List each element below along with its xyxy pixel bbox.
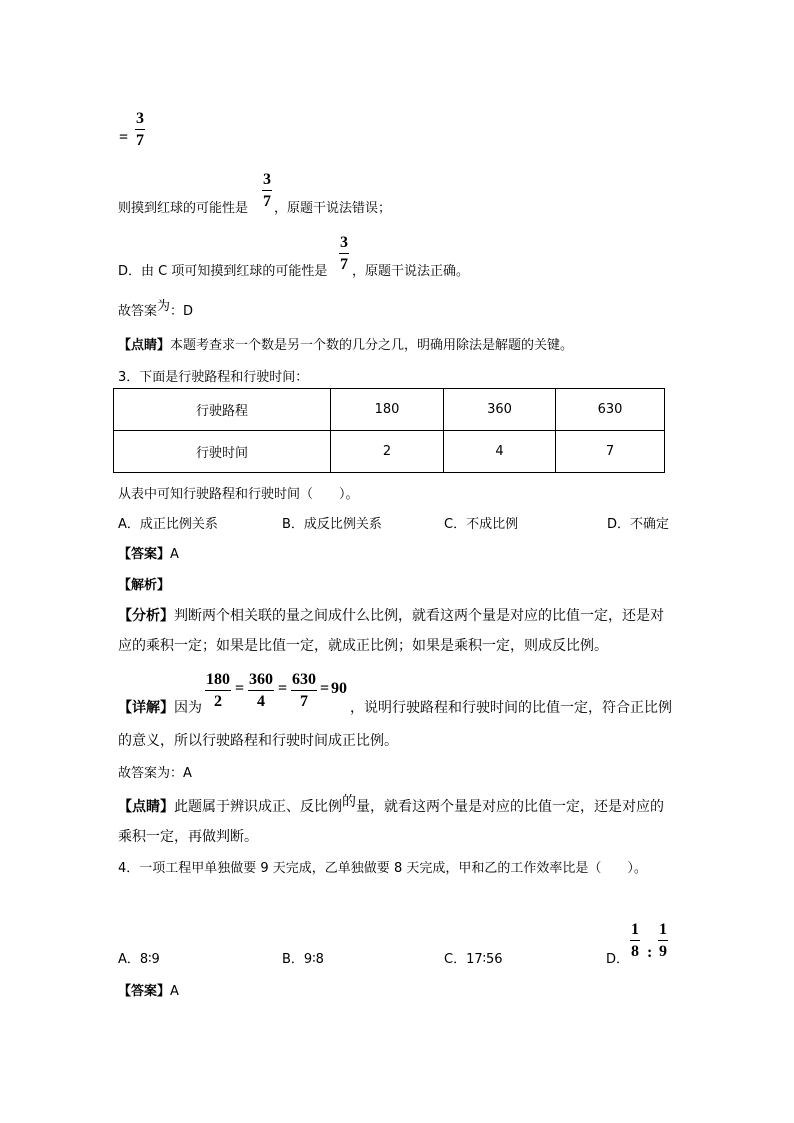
fraction-option-d — [339, 235, 349, 273]
fraction-630-7 — [291, 672, 317, 710]
answer-line — [118, 300, 193, 319]
detail-tag: 【详解】 — [118, 700, 174, 716]
detail-line-1-prefix — [118, 697, 202, 717]
point-tag: 【点睛】 — [118, 799, 174, 815]
fraction-one-ninth — [658, 922, 668, 960]
q4-option-d-label: D． — [606, 952, 630, 967]
red-ball-line-prefix: 则摸到红球的可能性是 — [118, 201, 249, 216]
q3-final-answer: 故答案为：A — [118, 766, 192, 781]
point-text-de: 的 — [342, 794, 356, 810]
fenxi-text-1: 判断两个相关联的量之间成什么比例，就看这两个量是对应的比值一定，还是对 — [174, 608, 664, 624]
q3-point-line-2: 乘积一定，再做判断。 — [118, 829, 258, 845]
fraction-360-4 — [248, 672, 274, 710]
red-ball-line — [118, 197, 248, 216]
detail-because: 因为 — [174, 700, 202, 716]
answer-tag: 【答案】 — [118, 547, 171, 562]
fraction-180-2 — [205, 672, 231, 710]
equals-sign: = — [235, 680, 245, 697]
q4-answer-line — [118, 980, 179, 999]
analysis-tag: 【解析】 — [118, 578, 171, 593]
fraction-numerator: 1 — [630, 922, 640, 941]
ratio-colon: : — [647, 944, 653, 961]
fraction-denominator: 7 — [136, 132, 144, 149]
q4-option-a: A．8∶9 — [118, 952, 160, 967]
option-d-explanation: D．由 C 项可知摸到红球的可能性是 — [118, 264, 328, 279]
point-text: 本题考查求一个数是另一个数的几分之几，明确用除法是解题的关键。 — [170, 338, 574, 353]
equation-result: 90 — [331, 680, 347, 697]
q4-option-c: C．17∶56 — [444, 952, 503, 967]
q3-option-b: B．成反比例关系 — [282, 517, 382, 532]
fraction-denominator: 7 — [300, 693, 308, 710]
q3-option-a: A．成正比例关系 — [118, 517, 218, 532]
fenxi-line-1 — [118, 605, 664, 625]
table-row — [114, 431, 665, 473]
q3-option-d: D．不确定 — [607, 517, 670, 532]
equals-sign: = — [320, 680, 330, 697]
table-cell: 2 — [331, 431, 444, 473]
ratio-equation — [205, 672, 350, 714]
fraction-red-ball — [262, 172, 272, 210]
fraction-denominator: 9 — [659, 943, 667, 960]
fraction-one-eighth — [630, 922, 640, 960]
fraction-denominator: 7 — [340, 256, 348, 273]
table-cell: 360 — [444, 389, 556, 431]
q3-question: 从表中可知行驶路程和行驶时间（ ）。 — [118, 487, 359, 502]
detail-line-1-suffix: ，说明行驶路程和行驶时间的比值一定，符合正比例 — [350, 700, 672, 716]
option-d-explanation-suffix: ，原题干说法正确。 — [352, 264, 470, 279]
table-cell: 7 — [556, 431, 665, 473]
answer-value: A — [170, 984, 179, 999]
q3-stem: 3．下面是行驶路程和行驶时间： — [118, 370, 309, 385]
table-cell: 4 — [444, 431, 556, 473]
equals-sign: = — [278, 680, 288, 697]
fraction-denominator: 4 — [257, 693, 265, 710]
red-ball-line-suffix: ，原题干说法错误； — [274, 201, 392, 216]
fraction-numerator: 3 — [262, 172, 272, 191]
fraction-numerator: 3 — [135, 111, 145, 130]
answer-value: A — [170, 547, 179, 562]
point-tag: 【点睛】 — [118, 338, 171, 353]
q3-point-line-1 — [118, 796, 664, 816]
table-cell: 行驶路程 — [114, 389, 331, 431]
q4-option-b: B．9∶8 — [282, 952, 324, 967]
fenxi-tag: 【分析】 — [118, 608, 174, 624]
point-line — [118, 334, 573, 353]
point-text-b: 量，就看这两个量是对应的比值一定，还是对应的 — [356, 799, 664, 815]
answer-wei: 为 — [157, 299, 171, 314]
answer-suffix: ：D — [170, 304, 194, 319]
table-cell: 630 — [556, 389, 665, 431]
fraction-denominator: 7 — [263, 193, 271, 210]
fraction-numerator: 3 — [339, 235, 349, 254]
q3-answer-line — [118, 543, 179, 562]
fraction-denominator: 8 — [631, 943, 639, 960]
answer-prefix: 故答案 — [118, 304, 158, 319]
q4-stem: 4．一项工程甲单独做要 9 天完成，乙单独做要 8 天完成，甲和乙的工作效率比是（ ）。 — [118, 861, 647, 876]
equals-sign: = — [119, 129, 129, 146]
q3-option-c: C．不成比例 — [444, 517, 519, 532]
table-cell: 行驶时间 — [114, 431, 331, 473]
fraction-numerator: 1 — [658, 922, 668, 941]
fenxi-line-2: 应的乘积一定；如果是比值一定，就成正比例；如果是乘积一定，则成反比例。 — [118, 638, 608, 654]
fraction-numerator: 360 — [248, 672, 274, 691]
data-table — [113, 388, 665, 473]
table-row — [114, 389, 665, 431]
fraction-denominator: 2 — [214, 693, 222, 710]
answer-tag: 【答案】 — [118, 984, 171, 999]
fraction-result — [135, 111, 145, 149]
table-cell: 180 — [331, 389, 444, 431]
fraction-numerator: 630 — [291, 672, 317, 691]
point-text-a: 此题属于辨识成正、反比例 — [174, 799, 342, 815]
fraction-numerator: 180 — [205, 672, 231, 691]
detail-line-2: 的意义，所以行驶路程和行驶时间成正比例。 — [118, 733, 398, 749]
